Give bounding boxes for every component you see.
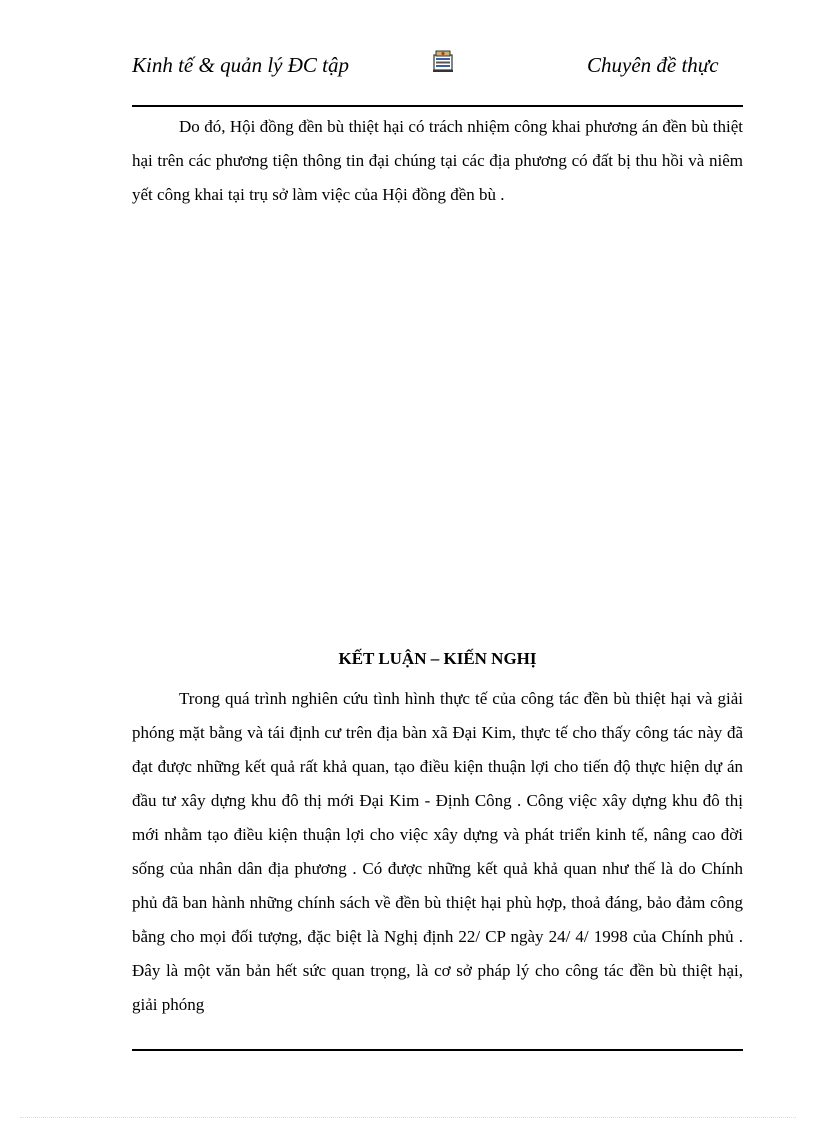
footer-divider (132, 1049, 743, 1051)
header-right-title: Chuyên đề thực (587, 53, 719, 77)
header-divider (132, 105, 743, 107)
body-paragraph-2: Trong quá trình nghiên cứu tình hình thực tế của công tác đền bù thiệt hại và giải phóng mặt bằng và tái định cư trên địa bàn xã Đại Kim, thực tế cho thấy công tác này đã đạt được những kết quả rất khả quan, tạo điều kiện thuận lợi cho tiến độ thực hiện dự án đầu tư xây dựng khu đô thị mới Đại Kim - Định Công . Công việc xây dựng khu đô thị mới nhằm tạo điều kiện thuận lợi cho việc xây dựng và phát triển kinh tế, nâng cao đời sống của nhân dân địa phương . Có được những kết quả khả quan như thế là do Chính phủ đã ban hành những chính sách về đền bù thiệt hại phù hợp, thoả đáng, bảo đảm công bằng cho mọi đối tượng, đặc biệt là Nghị định 22/ CP ngày 24/ 4/ 1998 của Chính phủ . Đây là một văn bản hết sức quan trọng, là cơ sở pháp lý cho công tác đền bù thiệt hại, giải phóng (132, 689, 743, 1014)
body-paragraph-1: Do đó, Hội đồng đền bù thiệt hại có trách nhiệm công khai phương án đền bù thiệt hại trên các phương tiện thông tin đại chúng tại các địa phương có đất bị thu hồi và niêm yết công khai tại trụ sở làm việc của Hội đồng đền bù . (132, 117, 743, 204)
document-emblem-icon (432, 49, 454, 73)
section-title: KẾT LUẬN – KIẾN NGHỊ (338, 649, 537, 668)
header-left-title: Kinh tế & quản lý ĐC tập (132, 53, 349, 77)
page-edge-marker (20, 1117, 796, 1118)
